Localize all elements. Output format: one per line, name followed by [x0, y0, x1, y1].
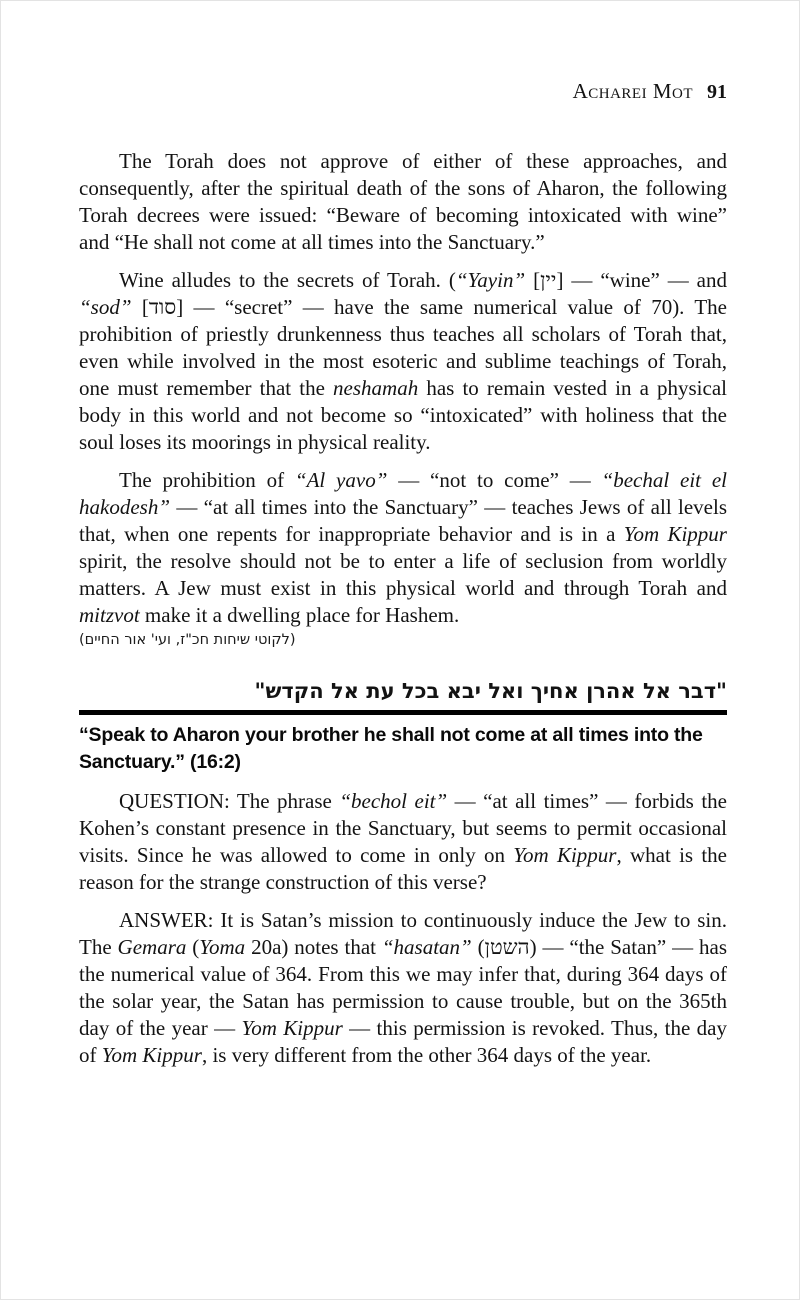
english-verse-heading: “Speak to Aharon your brother he shall not come at all times into the Sanctuary.” (16:2)	[79, 724, 703, 773]
text-segment: “Yayin”	[455, 268, 526, 292]
text-segment: Yom Kippur	[513, 843, 617, 867]
text-segment: “Al yavo”	[294, 468, 388, 492]
text-segment: The prohibition of	[119, 468, 295, 492]
text-segment: — this permission is revoked. Thus, the day of	[79, 1016, 727, 1067]
paragraph-al-yavo	[79, 467, 727, 629]
text-segment: Yom Kippur	[101, 1043, 202, 1067]
text-segment: [יין] — “wine” — and	[525, 268, 727, 292]
text-segment: neshamah	[333, 376, 419, 400]
page-number: 91	[707, 81, 727, 103]
text-segment: — “not to come” —	[387, 468, 602, 492]
text-segment: [סוד] — “secret” — have the same numerical value of 70). The prohibition of priestly drunkenness thus teaches all scholars of Torah that, even while involved in the most esoteric and sublime teachings of Torah, one must remember that the	[79, 295, 727, 400]
text-segment: Yom Kippur	[241, 1016, 343, 1040]
text-segment: spirit, the resolve should not be to enter a life of seclusion from worldly matters. A Jew must exist in this physical world and through Torah and	[79, 549, 727, 600]
text-segment: Gemara	[117, 935, 187, 959]
text-segment: (השטן) — “the Satan” — has the numerical value of 364. From this we may infer that, during 364 days of the solar year, the Satan has permission to cause trouble, but on the 365th day of the year —	[79, 935, 727, 1040]
text-segment: , what is the reason for the strange construction of this verse?	[79, 843, 727, 894]
paragraph-answer	[79, 907, 727, 1069]
section-divider-rule	[79, 710, 727, 715]
text-segment: ANSWER: It is Satan’s mission to continuously induce the Jew to sin. The	[79, 908, 727, 959]
text-segment: 20a) notes that	[245, 935, 382, 959]
text-segment: has to remain vested in a physical body in this world and not become so “intoxicated” with holiness that the soul loses its moorings in physical reality.	[79, 376, 727, 454]
chapter-title: Acharei Mot	[572, 79, 693, 103]
paragraph-wine-secrets	[79, 267, 727, 456]
text-segment: — “at all times” — forbids the Kohen’s constant presence in the Sanctuary, but seems to permit occasional visits. Since he was allowed to come in only on	[79, 789, 727, 867]
page-header	[79, 79, 727, 104]
text-segment: — “at all times into the Sanctuary” — teaches Jews of all levels that, when one repents for inappropriate behavior and is in a	[79, 495, 727, 546]
text-segment: make it a dwelling place for Hashem.	[139, 603, 460, 627]
text-segment: QUESTION: The phrase	[119, 789, 340, 813]
text-segment: (	[186, 935, 200, 959]
text-segment: Yom Kippur	[623, 522, 727, 546]
text-segment: mitzvot	[79, 603, 140, 627]
text-segment: “bechal eit el hakodesh”	[79, 468, 727, 519]
text-segment: , is very different from the other 364 days of the year.	[201, 1043, 652, 1067]
text-segment: “bechol eit”	[339, 789, 448, 813]
text-segment: “sod”	[79, 295, 132, 319]
text-segment: Wine alludes to the secrets of Torah. (	[119, 268, 456, 292]
text-segment: “hasatan”	[381, 935, 472, 959]
paragraph-question	[79, 788, 727, 896]
hebrew-source-citation: (לקוטי שיחות חכ"ז, ועי' אור החיים)	[79, 632, 296, 648]
paragraph-torah-approaches	[79, 148, 727, 256]
text-segment: The Torah does not approve of either of these approaches, and consequently, after the spiritual death of the sons of Aharon, the following Torah decrees were issued: “Beware of becoming intoxicated with wine” and “He shall not come at all times into the Sanctuary.”	[79, 149, 727, 254]
hebrew-verse-heading: "דבר אל אהרן אחיך ואל יבא בכל עת אל הקדש"	[254, 679, 727, 703]
text-segment: Yoma	[199, 935, 246, 959]
